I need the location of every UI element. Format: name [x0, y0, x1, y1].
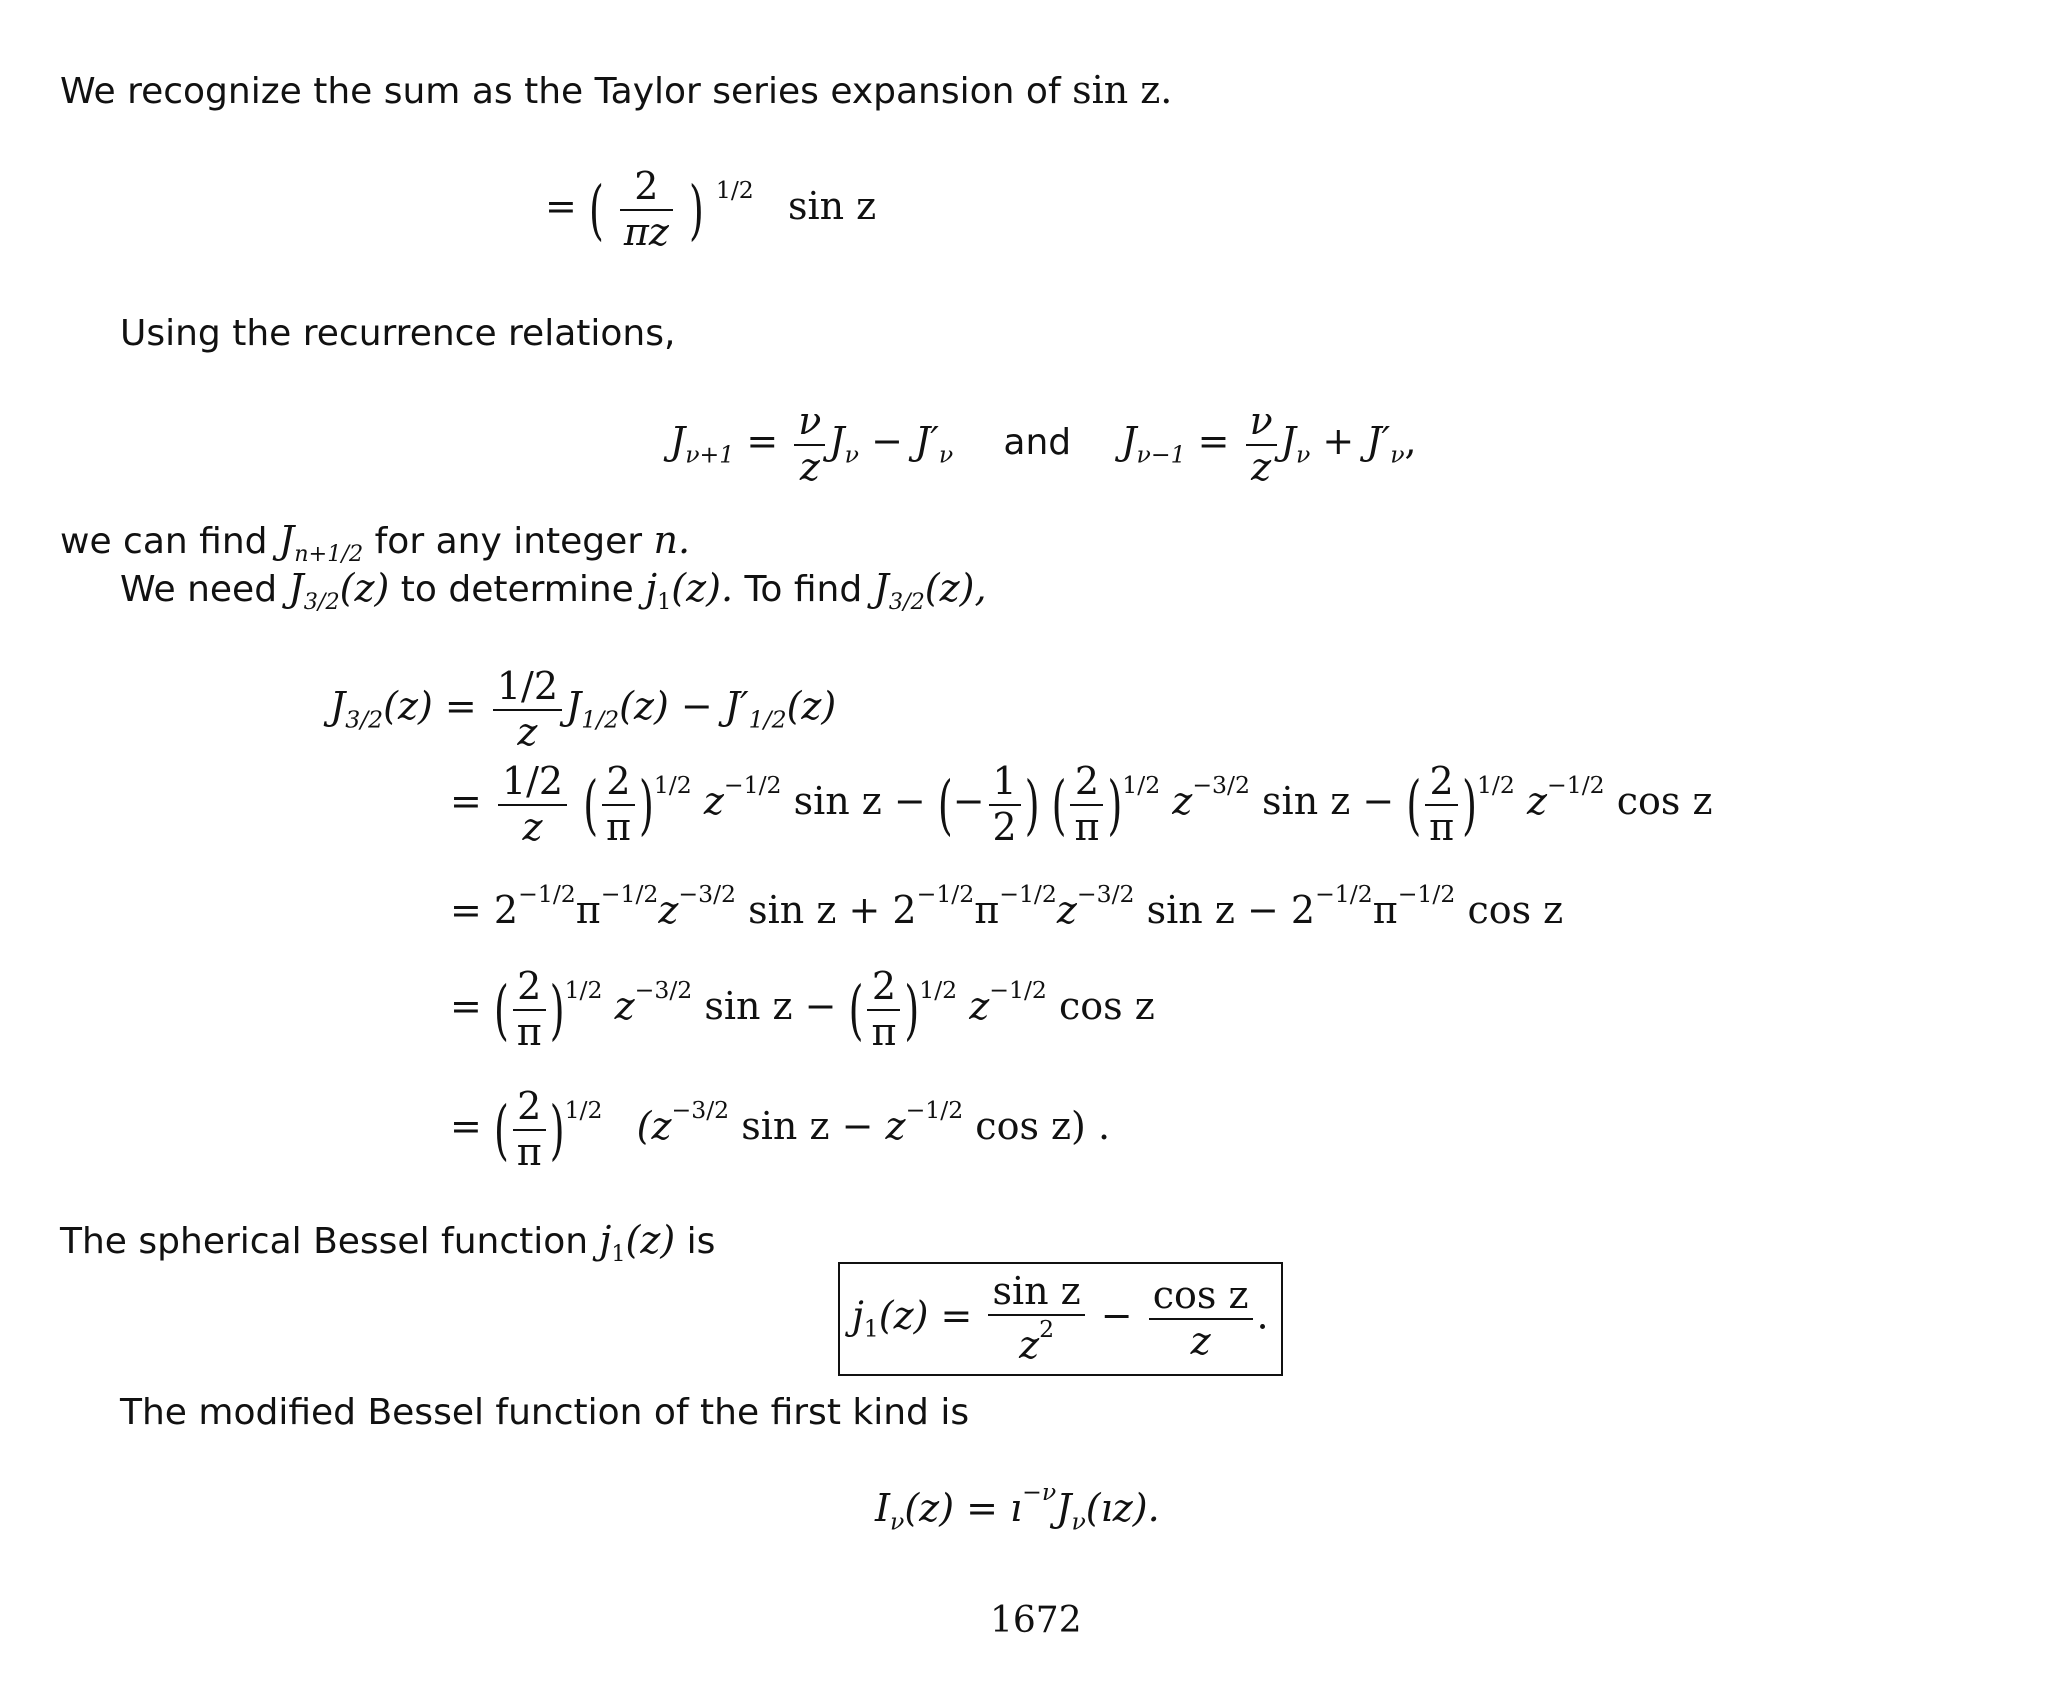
denominator: π [1429, 804, 1455, 849]
numerator: 2 [1425, 760, 1458, 806]
right-paren: ) [904, 972, 920, 1048]
numerator: 2 [1070, 760, 1103, 806]
numerator: cos z [1149, 1274, 1253, 1320]
fraction-2-over-pi [1070, 760, 1103, 849]
exponent: −3/2 [671, 1095, 730, 1124]
numerator: sin z [988, 1270, 1084, 1316]
numerator: 2 [602, 760, 635, 806]
fraction-2-over-pi [867, 965, 900, 1054]
text-intro [60, 68, 1172, 112]
minus-sign: − [804, 984, 837, 1029]
sin-term: sin z [704, 984, 793, 1029]
exponent: −3/2 [634, 975, 693, 1004]
exponent: −1/2 [1315, 880, 1373, 908]
exponent: −1/2 [723, 770, 782, 799]
exponent: −1/2 [916, 880, 975, 908]
exponent: −3/2 [678, 880, 737, 908]
text-fragment: The spherical Bessel function [60, 1221, 589, 1262]
math-arg: (z). [671, 566, 734, 610]
math-arg: (z) = ı [904, 1486, 1023, 1531]
pi-symbol: π [974, 888, 1000, 933]
j-symbol: J [873, 566, 889, 610]
z-symbol: z [1019, 1322, 1040, 1367]
text-fragment: for any integer [374, 521, 643, 562]
j-symbol: J [288, 566, 304, 610]
numerator: 1 [989, 760, 1021, 806]
j-symbol: J [670, 419, 686, 464]
denominator: z [1251, 444, 1272, 489]
subscript: 3/2 [303, 588, 340, 615]
j-symbol: j [852, 1293, 864, 1338]
j-prime: J′ [1366, 419, 1391, 464]
j-symbol: J [1280, 419, 1296, 464]
minus-sign: − [1100, 1293, 1133, 1338]
subscript: ν [938, 440, 954, 469]
para-intro-text: We recognize the sum as the Taylor series expansion of [60, 71, 1061, 112]
minus-sign: − [871, 419, 903, 464]
subscript: ν+1 [685, 440, 735, 469]
text-find-j [60, 518, 690, 567]
exponent: 1/2 [564, 975, 603, 1004]
fraction-cosz-over-z [1149, 1274, 1253, 1363]
fraction-nu-over-z [794, 400, 825, 489]
derivation-row-3 [450, 880, 1563, 932]
fraction-2-over-pi [513, 1085, 546, 1174]
text-fragment: is [686, 1221, 716, 1262]
exponent: 2 [1039, 1314, 1055, 1343]
text-fragment: To find [744, 569, 863, 610]
j-symbol: J [829, 419, 845, 464]
numerator: 2 [620, 165, 673, 211]
exponent: −3/2 [1076, 880, 1135, 908]
text-spherical-bessel [60, 1218, 715, 1267]
fraction-1-over-2 [989, 760, 1021, 849]
sin-term: sin z [741, 1104, 830, 1149]
j-symbol: j [645, 566, 658, 610]
sin-term: sin z [1146, 888, 1235, 933]
text-need-j32 [120, 566, 987, 615]
i-symbol: I [875, 1486, 891, 1531]
equals-sign: = [450, 779, 482, 824]
text-recurrence-intro: Using the recurrence relations, [120, 313, 676, 354]
fraction-nu-over-z [1246, 400, 1277, 489]
equation-modified-bessel [875, 1478, 1160, 1535]
fraction-half-over-z [498, 760, 567, 849]
sin-term: sin z [1262, 779, 1351, 824]
exponent: 1/2 [1122, 770, 1161, 799]
exponent: 1/2 [1476, 770, 1515, 799]
open-term: (z [636, 1104, 672, 1149]
j-symbol: J [330, 684, 346, 729]
text-fragment: to determine [400, 569, 634, 610]
right-paren: ) [1107, 767, 1123, 843]
text-modified-bessel: The modified Bessel function of the first kind is [120, 1392, 970, 1433]
minus-sign: − [1246, 888, 1279, 933]
pi-symbol: π [1372, 888, 1398, 933]
denominator: z [799, 444, 820, 489]
fraction-2-over-pi [513, 965, 546, 1054]
denominator: πz [623, 209, 669, 254]
derivation-row-2 [450, 760, 1712, 849]
denominator: z [517, 709, 538, 754]
denominator: z [522, 804, 543, 849]
subscript: 3/2 [345, 705, 384, 734]
j-prime: J′ [915, 419, 939, 464]
minus-sign: − [841, 1104, 874, 1149]
subscript: ν [1071, 1507, 1086, 1536]
subscript: 1/2 [748, 705, 787, 734]
two: 2 [892, 888, 917, 933]
z-symbol: z [1172, 779, 1193, 824]
math-sinz: sin z. [1072, 68, 1173, 112]
plus-sign: + [848, 888, 881, 933]
fraction-half-over-z [493, 665, 562, 754]
subscript: 1 [863, 1314, 879, 1343]
numerator: 1/2 [498, 760, 567, 806]
denominator: z [1190, 1318, 1211, 1363]
z-symbol: z [1056, 888, 1077, 933]
derivation-row-5 [450, 1085, 1110, 1174]
exponent: −1/2 [999, 880, 1057, 908]
exponent: 1/2 [919, 975, 958, 1004]
j-symbol: J [566, 684, 582, 729]
math-arg: (z), [924, 566, 987, 610]
subscript: ν [1390, 440, 1405, 469]
numerator: ν [1246, 400, 1277, 446]
left-paren: ( [583, 767, 599, 843]
math-arg: (z) [383, 684, 433, 729]
fraction-2-over-piz [620, 165, 673, 254]
denominator: π [606, 804, 631, 849]
right-paren: ) [549, 1092, 565, 1168]
pi-symbol: π [575, 888, 601, 933]
denominator: π [516, 1129, 542, 1174]
equals-sign: = [746, 419, 779, 464]
and-word: and [1003, 422, 1072, 464]
subscript: ν [890, 1507, 905, 1536]
subscript: 1 [657, 588, 672, 615]
z-symbol: z [1526, 779, 1547, 824]
left-paren: ( [493, 972, 509, 1048]
math-arg: (z) [625, 1218, 676, 1262]
exponent: −1/2 [1546, 770, 1605, 799]
minus-sign: − [952, 779, 985, 824]
exponent: 1/2 [715, 175, 754, 204]
exponent: −3/2 [1192, 770, 1250, 799]
equals-two: = 2 [450, 888, 519, 933]
numerator: 2 [867, 965, 900, 1011]
numerator: ν [794, 400, 825, 446]
numerator: 2 [513, 965, 546, 1011]
exponent: −ν [1022, 1478, 1057, 1506]
subscript: ν [1295, 440, 1311, 469]
cos-term: cos z [1616, 779, 1713, 824]
right-paren: ) [549, 972, 565, 1048]
two: 2 [1290, 888, 1316, 933]
equals-sign: = [444, 684, 477, 729]
exponent: −1/2 [518, 880, 576, 908]
math-n: n. [653, 518, 691, 562]
text-fragment: we can find [60, 521, 268, 562]
left-paren: ( [1406, 767, 1422, 843]
left-paren: ( [588, 172, 604, 248]
denominator: π [871, 1009, 897, 1054]
right-paren: ) [688, 172, 704, 248]
text-fragment: We need [120, 569, 278, 610]
cos-term: cos z [1059, 984, 1155, 1029]
left-paren: ( [493, 1092, 509, 1168]
exponent: −1/2 [600, 880, 659, 908]
sin-term: sin z [787, 184, 877, 229]
equals-sign: = [450, 1104, 482, 1149]
math-arg: (ız). [1085, 1486, 1160, 1531]
numerator: 1/2 [493, 665, 562, 711]
cos-term: cos z [1467, 888, 1564, 933]
denominator: π [516, 1009, 542, 1054]
left-paren: ( [1051, 767, 1067, 843]
left-paren: ( [937, 767, 953, 843]
comma: , [1404, 419, 1417, 464]
numerator: 2 [513, 1085, 546, 1131]
minus-sign: − [1362, 779, 1395, 824]
fraction-sinz-over-z2 [988, 1270, 1084, 1368]
math-term: (z) − J′ [619, 684, 749, 729]
minus-sign: − [893, 779, 926, 824]
period: . [1256, 1293, 1269, 1338]
left-paren: ( [848, 972, 864, 1048]
denominator [988, 1316, 1084, 1368]
math-arg: (z) [786, 684, 837, 729]
math-arg: (z) = [878, 1293, 973, 1338]
equals-sign: = [1197, 419, 1230, 464]
boxed-result-j1 [838, 1262, 1283, 1376]
right-paren: ) [1024, 767, 1040, 843]
derivation-row-1 [330, 665, 836, 754]
exponent: −1/2 [989, 975, 1047, 1004]
z-symbol: z [885, 1104, 906, 1149]
z-symbol: z [658, 888, 679, 933]
j-symbol: j [599, 1218, 612, 1262]
page-number: 1672 [990, 1600, 1082, 1641]
j-symbol: J [1056, 1486, 1072, 1531]
equation-recurrence [670, 400, 1417, 489]
subscript: 1/2 [581, 705, 620, 734]
exponent: 1/2 [653, 770, 692, 799]
sin-term: sin z [748, 888, 837, 933]
plus-sign: + [1322, 419, 1355, 464]
fraction-2-over-pi [1425, 760, 1458, 849]
right-paren: ) [1462, 767, 1477, 843]
subscript: n+1/2 [294, 540, 364, 567]
close-term: cos z) . [975, 1104, 1111, 1149]
subscript: 1 [611, 1240, 626, 1267]
subscript: ν−1 [1136, 440, 1186, 469]
exponent: 1/2 [564, 1095, 603, 1124]
right-paren: ) [639, 767, 654, 843]
denominator: π [1074, 804, 1100, 849]
z-symbol: z [703, 779, 724, 824]
subscript: ν [844, 440, 859, 469]
j-symbol: J [1121, 419, 1137, 464]
subscript: 3/2 [888, 588, 925, 615]
z-symbol: z [969, 984, 990, 1029]
denominator: 2 [992, 804, 1017, 849]
math-arg: (z) [339, 566, 390, 610]
equals-sign: = [450, 984, 482, 1029]
derivation-row-4 [450, 965, 1155, 1054]
exponent: −1/2 [1397, 880, 1456, 908]
sin-term: sin z [793, 779, 882, 824]
exponent: −1/2 [905, 1095, 964, 1124]
equation-sin-form [545, 165, 876, 254]
z-symbol: z [614, 984, 635, 1029]
j-symbol: J [278, 518, 295, 562]
equals-sign: = [545, 184, 577, 229]
fraction-2-over-pi [602, 760, 635, 849]
